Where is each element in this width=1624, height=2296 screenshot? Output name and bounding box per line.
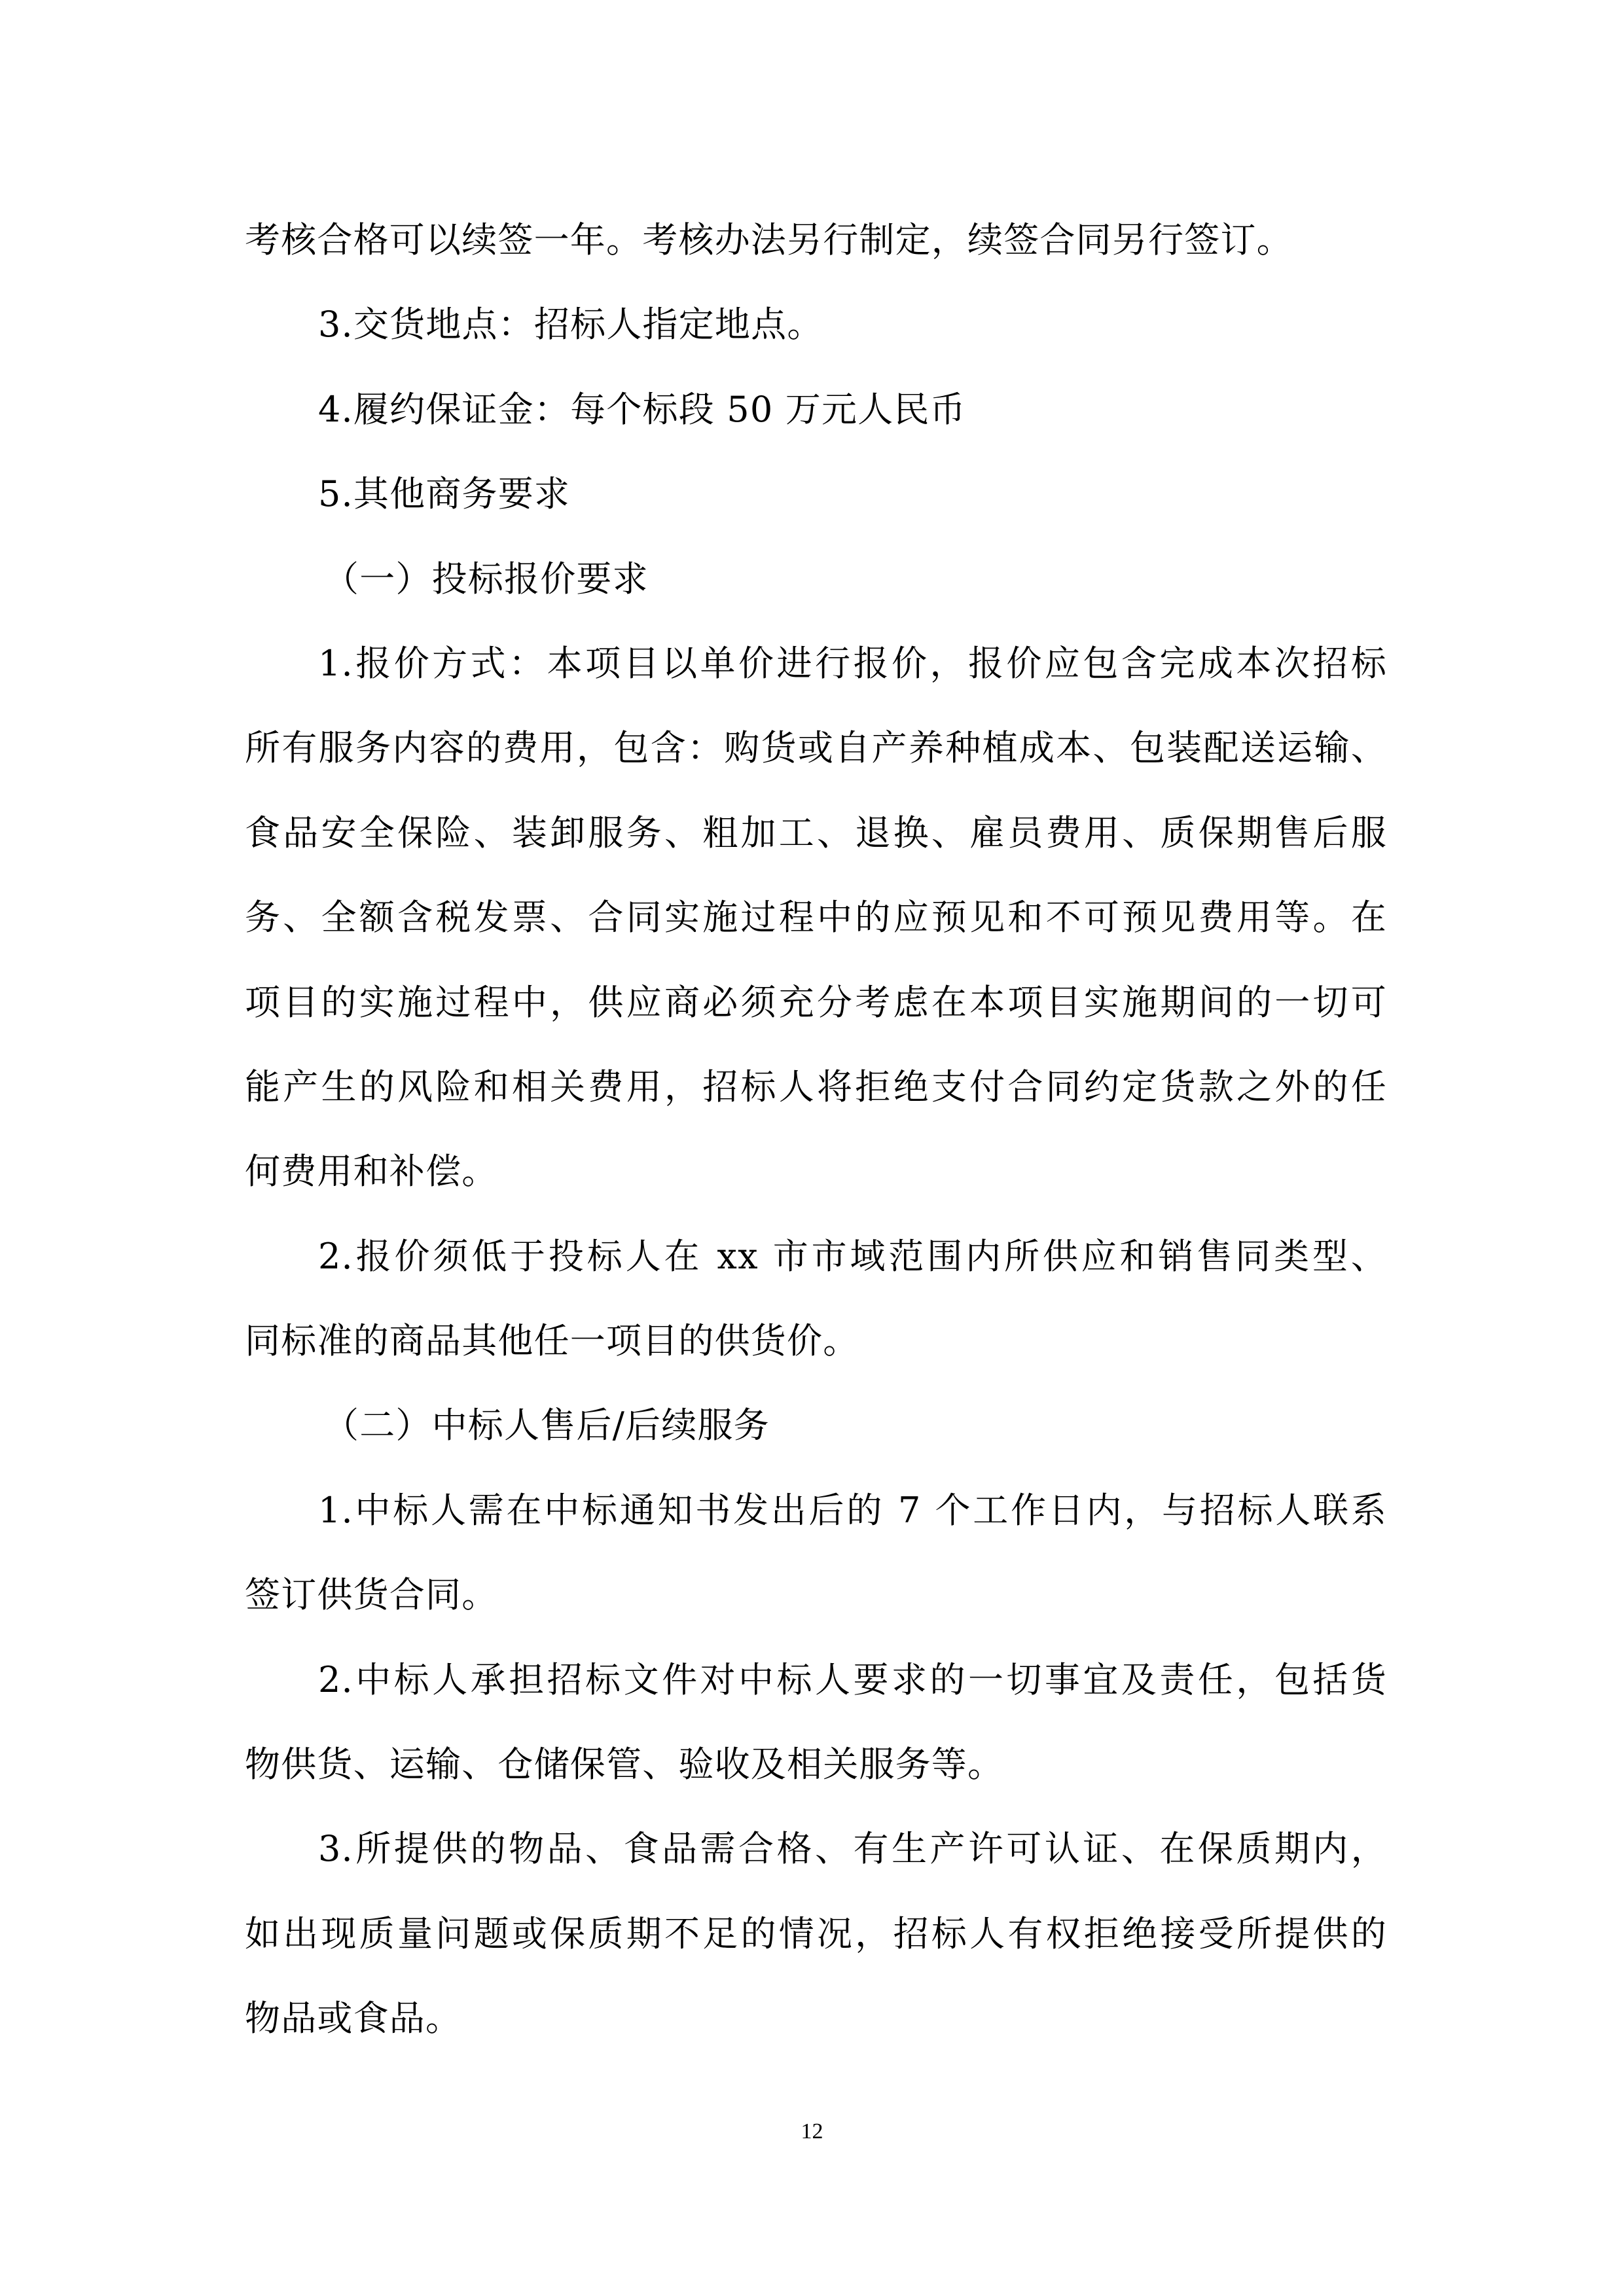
- delivery-location-item: 3.交货地点：招标人指定地点。: [318, 304, 823, 346]
- page-number: 12: [801, 2119, 823, 2144]
- after-sales-service-heading: （二）中标人售后/后续服务: [323, 1405, 770, 1446]
- paragraph-line: 食品安全保险、装卸服务、粗加工、退换、雇员费用、质保期售后服: [245, 812, 1387, 853]
- bid-quotation-requirements-heading: （一）投标报价要求: [323, 558, 649, 600]
- contract-signing-line: 1.中标人需在中标通知书发出后的 7 个工作日内，与招标人联系: [318, 1489, 1387, 1531]
- quotation-method-line: 1.报价方式：本项目以单价进行报价，报价应包含完成本次招标: [318, 642, 1387, 684]
- paragraph-line: 所有服务内容的费用，包含：购货或自产养种植成本、包装配送运输、: [245, 727, 1387, 769]
- other-business-requirements-heading: 5.其他商务要求: [318, 473, 571, 515]
- paragraph-line: 签订供货合同。: [245, 1574, 498, 1616]
- body-text: [245, 198, 1387, 2061]
- performance-bond-item: 4.履约保证金：每个标段 50 万元人民币: [318, 388, 966, 430]
- paragraph-line: 项目的实施过程中，供应商必须充分考虑在本项目实施期间的一切可: [245, 981, 1387, 1023]
- paragraph-line: 何费用和补偿。: [245, 1151, 498, 1193]
- paragraph-line: 考核合格可以续签一年。考核办法另行制定，续签合同另行签订。: [245, 219, 1293, 260]
- paragraph-line: 务、全额含税发票、合同实施过程中的应预见和不可预见费用等。在: [245, 897, 1387, 939]
- paragraph-line: 同标准的商品其他任一项目的供货价。: [245, 1320, 859, 1362]
- winner-responsibility-line: 2.中标人承担招标文件对中标人要求的一切事宜及责任，包括货: [318, 1659, 1387, 1700]
- paragraph-line: 如出现质量问题或保质期不足的情况，招标人有权拒绝接受所提供的: [245, 1912, 1387, 1954]
- quotation-lower-price-line: 2.报价须低于投标人在 xx 市市域范围内所供应和销售同类型、: [318, 1235, 1387, 1277]
- product-quality-line: 3.所提供的物品、食品需合格、有生产许可认证、在保质期内，: [318, 1828, 1387, 1870]
- paragraph-line: 物供货、运输、仓储保管、验收及相关服务等。: [245, 1744, 1004, 1785]
- paragraph-line: 能产生的风险和相关费用，招标人将拒绝支付合同约定货款之外的任: [245, 1066, 1387, 1107]
- paragraph-line: 物品或食品。: [245, 1998, 462, 2039]
